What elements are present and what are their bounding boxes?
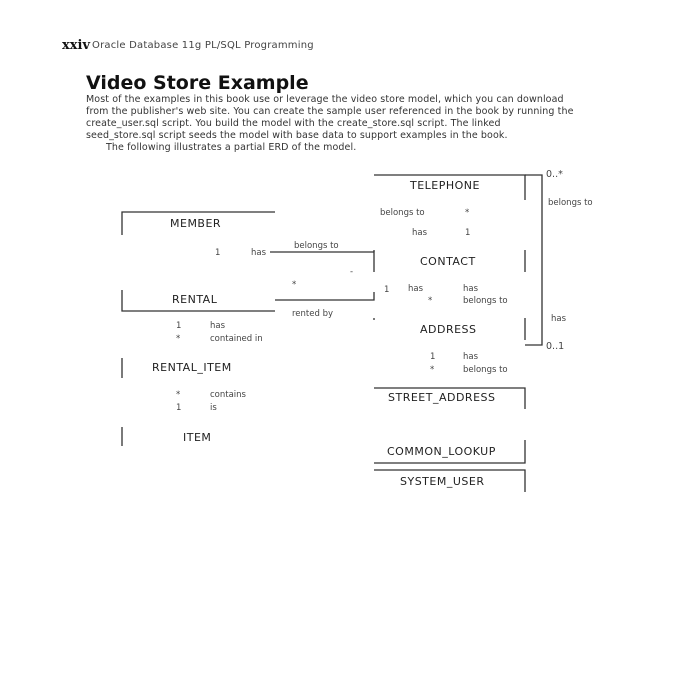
paragraph-line: create_user.sql script. You build the model with the create_store.sql script. The linked — [86, 118, 501, 129]
relationship-label: * — [176, 390, 181, 400]
entity-system-user: SYSTEM_USER — [400, 475, 485, 488]
relationship-label: * — [465, 208, 470, 218]
relationship-label: belongs to — [294, 241, 339, 251]
relationship-label: * — [430, 365, 435, 375]
relationship-label: * — [428, 296, 433, 306]
relationship-label: 1 — [176, 403, 182, 413]
rental-contact-connector — [275, 292, 374, 300]
entity-address: ADDRESS — [420, 323, 477, 336]
relationship-label: - — [350, 267, 354, 277]
paragraph-line: seed_store.sql script seeds the model with base data to support examples in the book. — [86, 130, 508, 141]
entity-common-lookup: COMMON_LOOKUP — [387, 445, 496, 458]
relationship-label: rented by — [292, 309, 334, 319]
relationship-label: belongs to — [463, 296, 508, 306]
entity-rental: RENTAL — [172, 293, 218, 306]
relationship-label: contained in — [210, 334, 263, 344]
relationship-label: has — [251, 248, 267, 258]
relationship-label: 1 — [384, 285, 390, 295]
paragraph-line: from the publisher's web site. You can create the sample user referenced in the book by running the — [86, 106, 574, 117]
entity-item: ITEM — [183, 431, 212, 444]
relationship-label: 1 — [215, 248, 221, 258]
entity-rental-item: RENTAL_ITEM — [152, 361, 232, 374]
page-number: xxiv — [62, 38, 90, 53]
relationship-label: contains — [210, 390, 246, 400]
relationship-label: has — [412, 228, 428, 238]
relationship-label: * — [176, 334, 181, 344]
entity-member: MEMBER — [170, 217, 222, 230]
paragraph-line: The following illustrates a partial ERD of the model. — [106, 142, 357, 153]
relationship-label: has — [408, 284, 424, 294]
relationship-label: has — [463, 352, 479, 362]
right-connector — [525, 175, 542, 345]
relationship-label: has — [210, 321, 226, 331]
relationship-label: is — [210, 403, 217, 413]
running-header: Oracle Database 11g PL/SQL Programming — [92, 40, 314, 51]
section-title: Video Store Example — [86, 72, 309, 94]
relationship-label: belongs to — [463, 365, 508, 375]
relationship-label: has — [551, 314, 567, 324]
relationship-label: * — [292, 280, 297, 290]
relationship-label: 0..1 — [546, 341, 565, 352]
paragraph-line: Most of the examples in this book use or leverage the video store model, which you can download — [86, 94, 564, 105]
relationship-label: belongs to — [380, 208, 425, 218]
member-contact-connector — [270, 252, 374, 272]
relationship-label: 1 — [465, 228, 471, 238]
relationship-label: belongs to — [548, 198, 593, 208]
entity-contact: CONTACT — [420, 255, 476, 268]
entity-street-address: STREET_ADDRESS — [388, 391, 496, 404]
relationship-label: 0..* — [546, 169, 563, 180]
relationship-label: 1 — [430, 352, 436, 362]
relationship-label: 1 — [176, 321, 182, 331]
relationship-label: has — [463, 284, 479, 294]
entity-telephone: TELEPHONE — [410, 179, 480, 192]
